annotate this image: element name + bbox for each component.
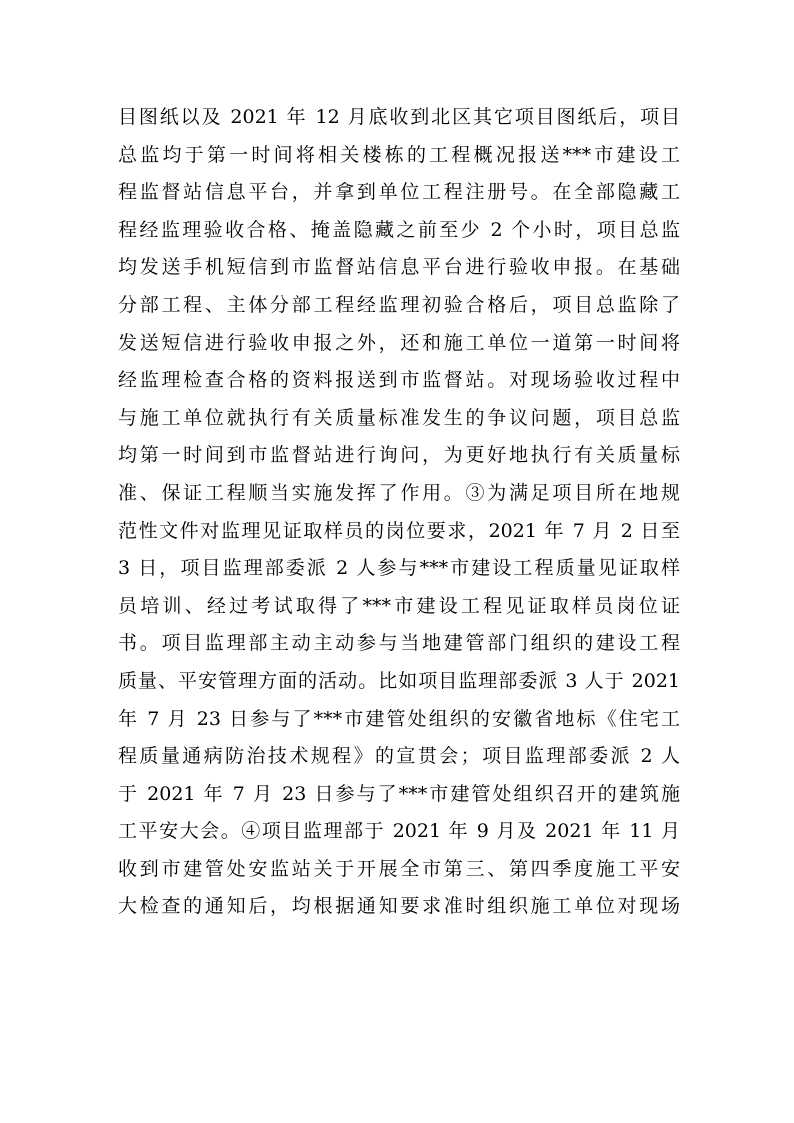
text-line: 分部工程、主体分部工程经监理初验合格后，项目总监除了 [118, 293, 680, 316]
text-line: 程质量通病防治技术规程》的宣贯会；项目监理部委派 2 人 [118, 745, 680, 768]
text-line: 质量、平安管理方面的活动。比如项目监理部委派 3 人于 2021 [118, 669, 680, 692]
text-line: 员培训、经过考试取得了***市建设工程见证取样员岗位证 [118, 594, 680, 617]
text-line: 收到市建管处安监站关于开展全市第三、第四季度施工平安 [118, 857, 680, 880]
text-line: 工平安大会。④项目监理部于 2021 年 9 月及 2021 年 11 月 [118, 820, 680, 843]
text-line: 均发送手机短信到市监督站信息平台进行验收申报。在基础 [118, 256, 680, 279]
text-line: 经监理检查合格的资料报送到市监督站。对现场验收过程中 [118, 369, 680, 392]
text-line: 大检查的通知后，均根据通知要求准时组织施工单位对现场 [118, 895, 680, 918]
text-line: 范性文件对监理见证取样员的岗位要求，2021 年 7 月 2 日至 [118, 519, 680, 542]
text-line: 目图纸以及 2021 年 12 月底收到北区其它项目图纸后，项目 [118, 106, 680, 128]
text-line: 3 日，项目监理部委派 2 人参与***市建设工程质量见证取样 [118, 557, 680, 580]
text-line: 书。项目监理部主动主动参与当地建管部门组织的建设工程 [118, 632, 680, 655]
text-line: 于 2021 年 7 月 23 日参与了***市建管处组织召开的建筑施 [118, 782, 680, 805]
text-line: 年 7 月 23 日参与了***市建管处组织的安徽省地标《住宅工 [118, 707, 680, 730]
text-line: 程经监理验收合格、掩盖隐藏之前至少 2 个小时，项目总监 [118, 218, 680, 241]
text-line: 程监督站信息平台，并拿到单位工程注册号。在全部隐藏工 [118, 181, 680, 204]
body-paragraph [118, 99, 680, 926]
text-line: 总监均于第一时间将相关楼栋的工程概况报送***市建设工 [118, 143, 680, 166]
text-line: 发送短信进行验收申报之外，还和施工单位一道第一时间将 [118, 331, 680, 354]
text-line: 准、保证工程顺当实施发挥了作用。③为满足项目所在地规 [118, 481, 680, 504]
text-line: 与施工单位就执行有关质量标准发生的争议问题，项目总监 [118, 406, 680, 429]
text-line: 均第一时间到市监督站进行询问，为更好地执行有关质量标 [118, 444, 680, 467]
